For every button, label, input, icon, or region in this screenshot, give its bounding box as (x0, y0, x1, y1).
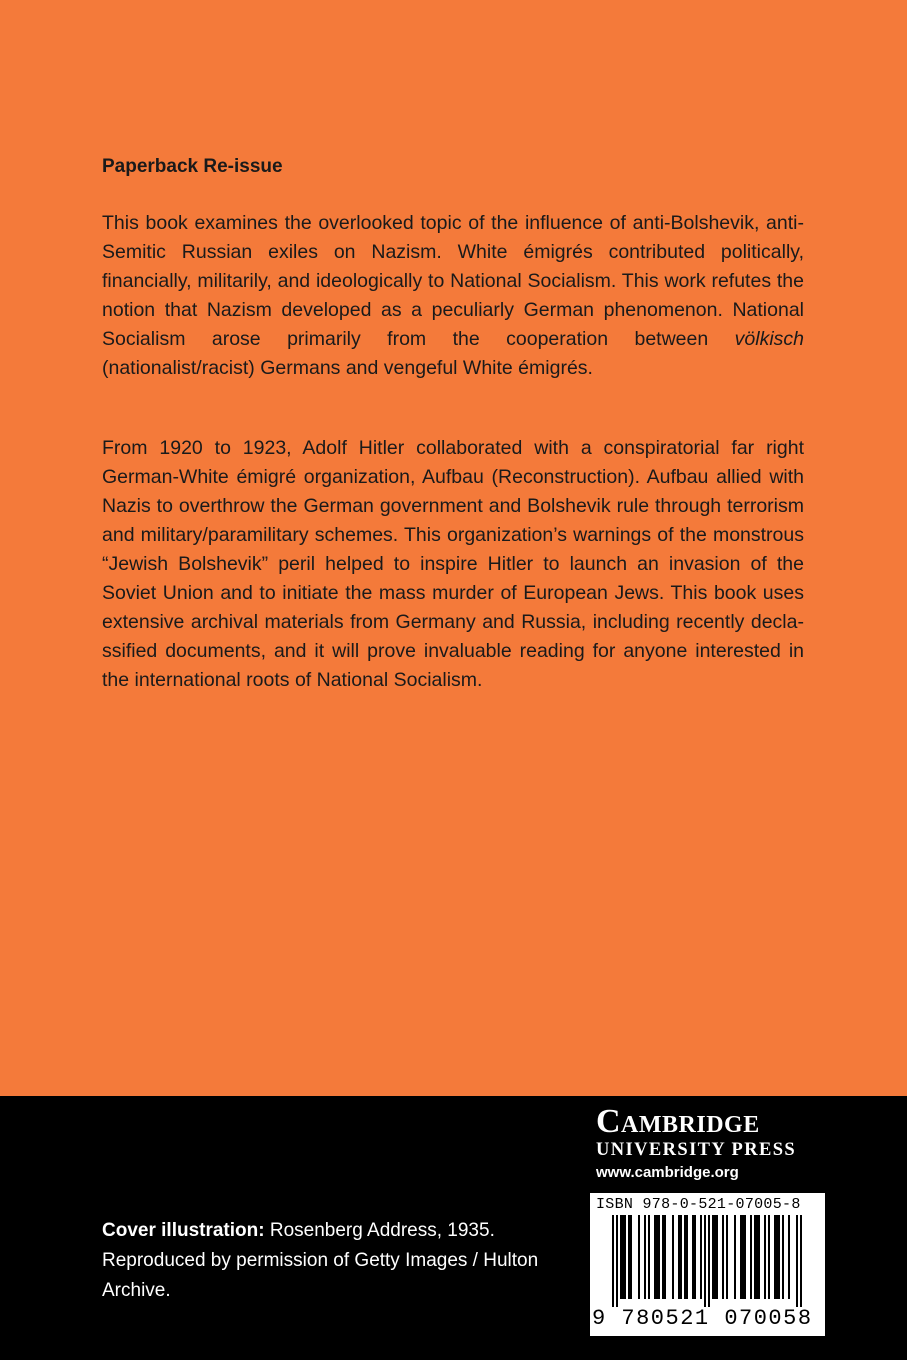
barcode-bar (628, 1215, 630, 1299)
barcode-bar (692, 1215, 694, 1299)
credit-label: Cover illustration: (102, 1220, 265, 1241)
credit-text: Rosenberg Address, 1935. Reproduced by permission of Getty Images / Hulton Archive. (102, 1220, 539, 1301)
barcode-bar (624, 1215, 626, 1299)
barcode-bar (678, 1215, 680, 1299)
barcode-bar (716, 1215, 718, 1299)
p1-text-a: This book examines the overlooked topic of the influence of anti-Bolshevik, anti-Semitic Russian exiles on Nazism. White émigrés contributed politically, financially, militarily, and ideologically to National Socialism. This work refutes the notion that Nazism developed as a peculiarly German phenomenon. National Socialism arose primarily from the cooperation between (102, 212, 804, 350)
barcode-bar (620, 1215, 622, 1299)
barcode-bar (758, 1215, 760, 1299)
barcode-bar (672, 1215, 674, 1299)
barcode-bar (714, 1215, 716, 1299)
barcode-bar (734, 1215, 736, 1299)
barcode-bar (778, 1215, 780, 1299)
p1-italic-term: völkisch (734, 328, 804, 350)
barcode-bar (740, 1215, 742, 1299)
barcode-bar (754, 1215, 756, 1299)
description-paragraph-1 (102, 209, 804, 383)
publisher-name: Cambridge (596, 1103, 760, 1140)
barcode-bar (684, 1215, 686, 1299)
barcode-bar (776, 1215, 778, 1299)
barcode-bar (722, 1215, 724, 1299)
barcode-bar (704, 1215, 706, 1307)
barcode-bar (726, 1215, 728, 1299)
barcode-bar (686, 1215, 688, 1299)
barcode-bars (594, 1215, 821, 1307)
barcode-bar (750, 1215, 752, 1299)
barcode-bar (694, 1215, 696, 1299)
barcode-bar (774, 1215, 776, 1299)
barcode-bar (616, 1215, 618, 1307)
barcode-bar (638, 1215, 640, 1299)
barcode-bar (764, 1215, 766, 1299)
barcode-bar (708, 1215, 710, 1307)
barcode-bar (756, 1215, 758, 1299)
barcode-bar (662, 1215, 664, 1299)
publisher-logo (596, 1104, 824, 1160)
barcode-panel (590, 1193, 842, 1336)
barcode-bar (700, 1215, 702, 1299)
barcode-bar (800, 1215, 802, 1307)
barcode-bar (712, 1215, 714, 1299)
barcode-bar (796, 1215, 798, 1307)
barcode-bar (644, 1215, 646, 1299)
barcode-bar (742, 1215, 744, 1299)
barcode-bar (612, 1215, 614, 1307)
barcode-bar (744, 1215, 746, 1299)
barcode-bar (782, 1215, 784, 1299)
barcode-digits: 9 780521 070058 > (592, 1306, 842, 1331)
barcode-bar (768, 1215, 770, 1299)
barcode-bar (788, 1215, 790, 1299)
barcode-bar (658, 1215, 660, 1299)
barcode-bar (680, 1215, 682, 1299)
publisher-subtitle: UNIVERSITY PRESS (596, 1140, 797, 1160)
barcode-bar (654, 1215, 656, 1299)
p1-text-b: (nationalist/racist) Germans and vengeful White émigrés. (102, 357, 593, 379)
barcode-bar (630, 1215, 632, 1299)
isbn-label: ISBN 978-0-521-07005-8 (596, 1196, 801, 1213)
barcode-bar (622, 1215, 624, 1299)
cover-illustration-credit (102, 1216, 562, 1306)
description-paragraph-2: From 1920 to 1923, Adolf Hitler collaborated with a conspiratorial far right German-White émigré organization, Aufbau (Reconstruction). Aufbau allied with Nazis to overthrow the German government and Bolshevik rule through terrorism and military/paramilitary schemes. This organization’s warnings of the monstrous “Jewish Bolshevik” peril helped to inspire Hitler to launch an invasion of the Soviet Union and to initiate the mass murder of European Jews. This book uses extensive archival materials from Germany and Russia, including recently declassified documents, and it will prove invaluable reading for anyone interested in the international roots of National Socialism. (102, 437, 804, 691)
heading-paperback-reissue: Paperback Re-issue (102, 156, 283, 177)
publisher-url: www.cambridge.org (596, 1164, 739, 1181)
barcode-bar (664, 1215, 666, 1299)
barcode-bar (656, 1215, 658, 1299)
barcode-bar (648, 1215, 650, 1299)
